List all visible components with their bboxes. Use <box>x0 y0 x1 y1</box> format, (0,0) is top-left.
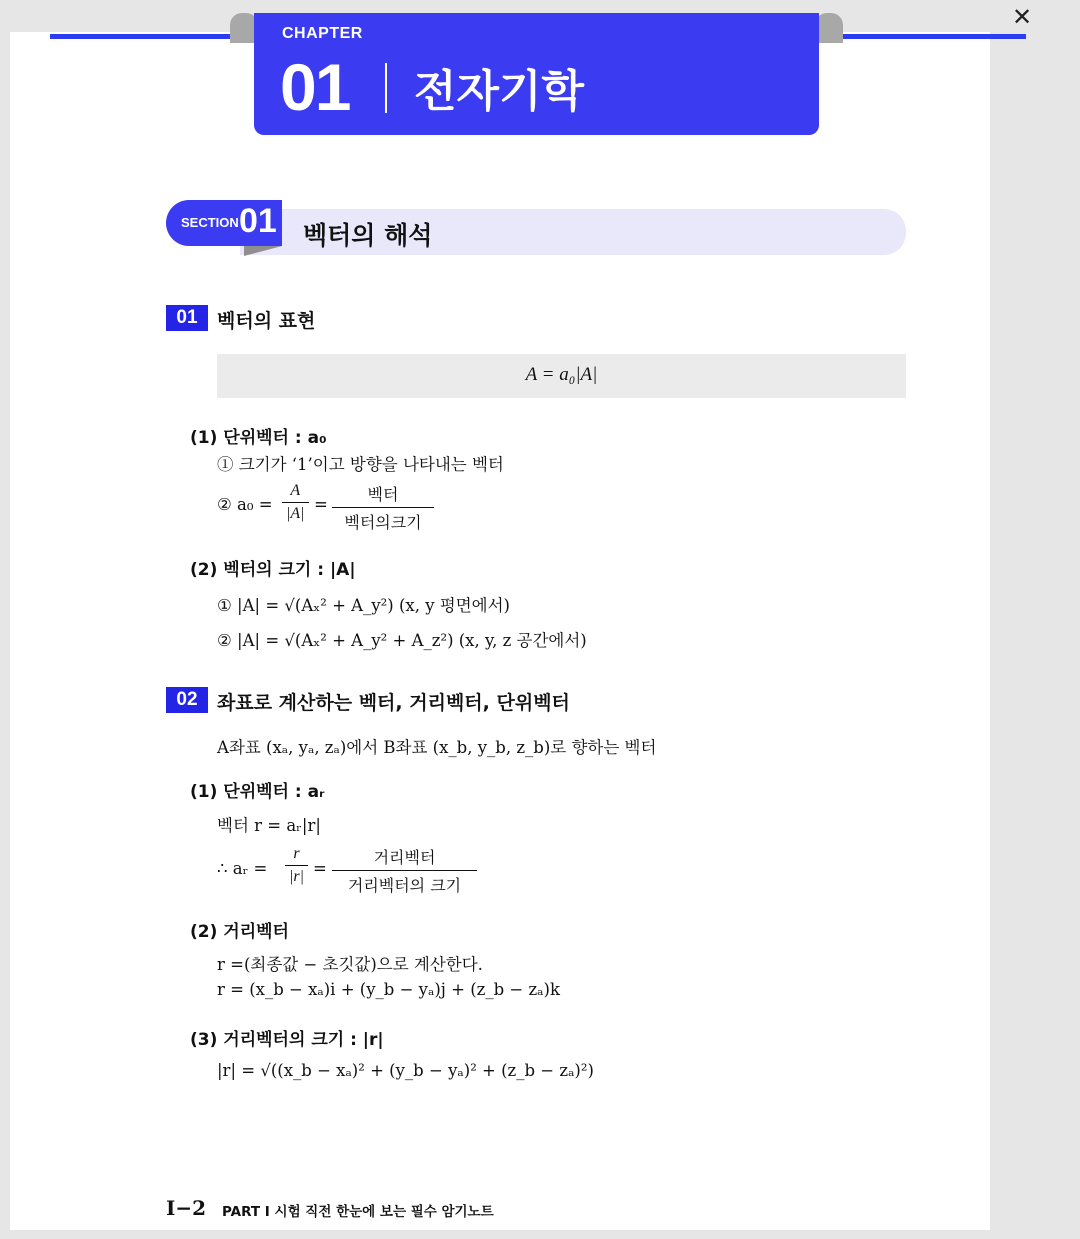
header-tab-right <box>815 13 843 43</box>
chapter-number: 01 <box>280 50 350 124</box>
page-number: I−2 <box>166 1196 207 1220</box>
coordinate-intro: A좌표 (xₐ, yₐ, zₐ)에서 B좌표 (x_b, y_b, z_b)로 향하는 벡터 <box>217 738 657 757</box>
topic-badge-01: 01 <box>166 305 208 331</box>
section-badge-shadow <box>244 246 282 256</box>
magnitude-heading: (2) 벡터의 크기 : |A| <box>190 560 356 580</box>
chapter-separator <box>385 63 387 113</box>
chapter-banner <box>254 13 819 135</box>
fraction-numerator: 벡터 <box>367 485 399 504</box>
equals-sign-2: = <box>313 859 327 878</box>
equals-sign: = <box>314 495 328 514</box>
section-number: 01 <box>239 202 277 240</box>
unit-vector-fraction-4 <box>332 845 477 896</box>
distance-magnitude-line-1: |r| = √((x_b − xₐ)² + (y_b − yₐ)² + (z_b − zₐ)²) <box>217 1061 594 1080</box>
fraction-numerator: A <box>290 482 301 499</box>
vector-formula: A = a₀|A| <box>525 364 598 385</box>
section-badge <box>166 200 282 246</box>
topic-title-02: 좌표로 계산하는 벡터, 거리벡터, 단위벡터 <box>217 692 570 714</box>
distance-vector-line-1: r =(최종값 − 초깃값)으로 계산한다. <box>217 955 483 974</box>
topic-title-01: 벡터의 표현 <box>217 310 316 332</box>
unit-vector-heading-2: (1) 단위벡터 : aᵣ <box>190 782 325 802</box>
unit-vector-heading: (1) 단위벡터 : a₀ <box>190 428 327 448</box>
unit-vector-fraction-2 <box>332 482 434 533</box>
formula-box <box>217 354 906 398</box>
distance-vector-heading: (2) 거리벡터 <box>190 922 289 942</box>
unit-vector-item-2-prefix: ② a₀ = <box>217 495 273 514</box>
unit-vector-line-2-prefix: ∴ aᵣ = <box>217 859 268 878</box>
distance-magnitude-heading: (3) 거리벡터의 크기 : |r| <box>190 1030 384 1050</box>
section-title: 벡터의 해석 <box>303 221 433 250</box>
fraction-denominator: |A| <box>286 505 305 522</box>
unit-vector-item-1: ① 크기가 ‘1’이고 방향을 나타내는 벡터 <box>217 455 504 474</box>
magnitude-item-2: ② |A| = √(Aₓ² + A_y² + A_z²) (x, y, z 공간에서) <box>217 631 587 650</box>
fraction-numerator: r <box>293 845 300 862</box>
footer-text: PART I 시험 직전 한눈에 보는 필수 암기노트 <box>222 1204 494 1220</box>
distance-vector-line-2: r = (x_b − xₐ)i + (y_b − yₐ)j + (z_b − zₐ)k <box>217 980 560 999</box>
chapter-label: CHAPTER <box>282 25 363 42</box>
fraction-denominator: 거리벡터의 크기 <box>347 876 462 895</box>
unit-vector-line-1: 벡터 r = aᵣ|r| <box>217 816 321 835</box>
fraction-numerator: 거리벡터 <box>373 848 436 867</box>
topic-badge-02: 02 <box>166 687 208 713</box>
close-icon[interactable]: ✕ <box>1011 3 1033 31</box>
fraction-denominator: 벡터의크기 <box>344 513 422 532</box>
unit-vector-fraction-1 <box>282 482 309 523</box>
unit-vector-fraction-3 <box>285 845 308 886</box>
section-label: SECTION <box>181 215 239 230</box>
magnitude-item-1: ① |A| = √(Aₓ² + A_y²) (x, y 평면에서) <box>217 596 510 615</box>
chapter-title: 전자기학 <box>414 66 585 117</box>
fraction-denominator: |r| <box>289 868 305 885</box>
